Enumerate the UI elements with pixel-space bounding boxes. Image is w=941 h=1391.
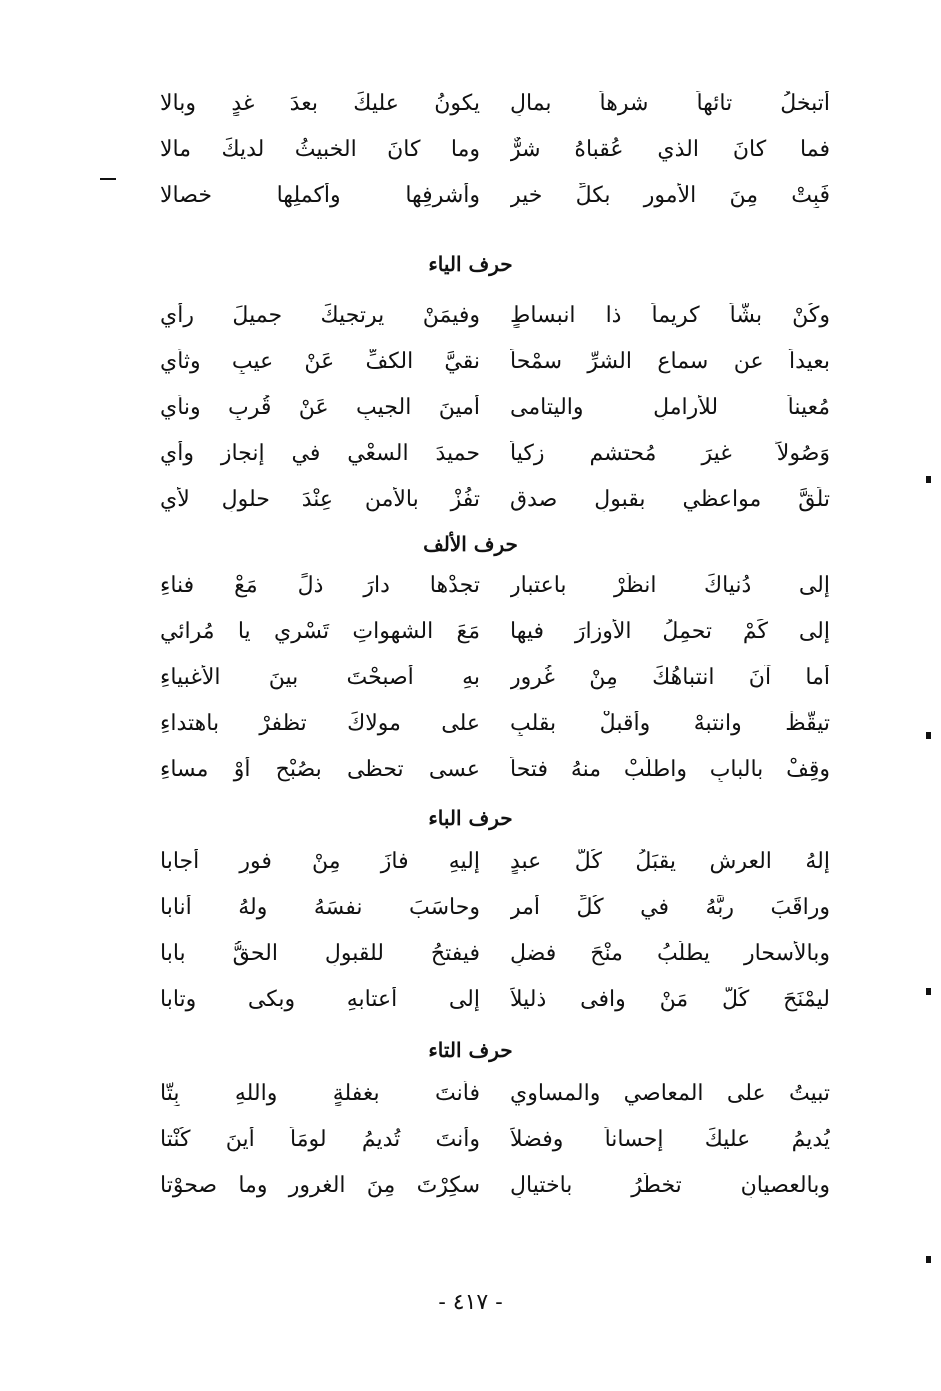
first-hemistich: وكُنْ بشّاً كريماً ذا انبساطٍ: [510, 302, 830, 328]
verse: [160, 654, 830, 700]
second-hemistich: نقيَّ الكفِّ عَنْ عيبٍ وثأيِ: [160, 348, 480, 374]
verse: [160, 930, 830, 976]
poem-block: [160, 1070, 830, 1208]
first-hemistich: أتبخلُ تائهاً شرهاً بمالٍ: [510, 90, 830, 116]
section-title: حرف الألف: [423, 532, 518, 556]
second-hemistich: سكِرْتَ مِنَ الغرورِ وما صحوْتا: [160, 1172, 480, 1198]
second-hemistich: وما كانَ الخبيثُ لديكَ مالا: [160, 136, 480, 162]
second-hemistich: وفيمَنْ يرتجيكَ جميلَ رأيِ: [160, 302, 480, 328]
second-hemistich: وحاسَبَ نفسَهُ ولهُ أنابا: [160, 894, 480, 920]
margin-dot: [926, 988, 931, 995]
first-hemistich: تيقّظْ وانتبهْ وأقبلْ بقلبٍ: [510, 710, 830, 736]
poem-block: [160, 562, 830, 792]
first-hemistich: ليمْنَحَ كُلَّ مَنْ وافى ذليلاً: [510, 986, 830, 1012]
second-hemistich: عسى تحظى بصُبْحٍ أوْ مساءِ: [160, 756, 480, 782]
poem-block-opening: [160, 80, 830, 218]
verse: [160, 338, 830, 384]
second-hemistich: بهِ أصبحْتَ بينَ الأغبياءِ: [160, 664, 480, 690]
verse: [160, 292, 830, 338]
first-hemistich: فما كانَ الذي عُقباهُ شرٌّ: [510, 136, 830, 162]
first-hemistich: يُديمُ عليكَ إحساناً وفضلاً: [510, 1126, 830, 1152]
second-hemistich: حميدَ السعْيِ في إنجازِ وأيِ: [160, 440, 480, 466]
second-hemistich: وأنتَ تُديمُ لومَاً أينَ كُنْتا: [160, 1126, 480, 1152]
verse: [160, 430, 830, 476]
first-hemistich: وقِفْ بالبابِ واطلُبْ منهُ فتحاً: [510, 756, 830, 782]
verse: [160, 172, 830, 218]
first-hemistich: إلهُ العرشِ يقبَلُ كُلَّ عبدٍ: [510, 848, 830, 874]
first-hemistich: إلى دُنياكَ انظُرْ باعتبارٍ: [510, 572, 830, 598]
verse: [160, 80, 830, 126]
second-hemistich: مَعَ الشهواتِ تَسْري يا مُرائي: [160, 618, 480, 644]
first-hemistich: أما آنَ انتباهُكَ مِنْ غُرورٍ: [510, 664, 830, 690]
verse: [160, 700, 830, 746]
verse: [160, 1070, 830, 1116]
verse: [160, 976, 830, 1022]
verse: [160, 884, 830, 930]
verse: [160, 562, 830, 608]
poem-block: [160, 838, 830, 1022]
margin-dot: [926, 732, 931, 739]
first-hemistich: وراقَبَ ربَّهُ في كُلِّ أمرٍ: [510, 894, 830, 920]
margin-dot: [926, 476, 931, 483]
verse: [160, 838, 830, 884]
verse: [160, 1162, 830, 1208]
page-number: - ٤١٧ -: [438, 1290, 503, 1315]
second-hemistich: أمينَ الجيبِ عَنْ قُربٍ ونأيِ: [160, 394, 480, 420]
margin-dot: [926, 1256, 931, 1263]
verse: [160, 608, 830, 654]
second-hemistich: يكونُ عليكَ بعدَ غدٍ وبالا: [160, 90, 480, 116]
first-hemistich: وَصُولاً غيرَ مُحتشمٍ زكياً: [510, 440, 830, 466]
first-hemistich: بعيداً عن سماعِ الشرِّ سمْحاً: [510, 348, 830, 374]
first-hemistich: مُعيناً للأراملِ واليتامى: [510, 394, 830, 420]
verse: [160, 746, 830, 792]
first-hemistich: فَبِتْ مِنَ الأمورِ بكلِّ خيرٍ: [510, 182, 830, 208]
verse: [160, 476, 830, 522]
verse: [160, 1116, 830, 1162]
verse: [160, 126, 830, 172]
second-hemistich: تفُزْ بالأمنِ عِنْدَ حلولِ لأيِ: [160, 486, 480, 512]
first-hemistich: تبيتُ على المعاصي والمساوي: [510, 1080, 830, 1106]
second-hemistich: تجدْها دارَ ذلٍّ مَعْ فناءِ: [160, 572, 480, 598]
second-hemistich: فأنتَ بغفلةٍ واللهِ بِتّا: [160, 1080, 480, 1106]
first-hemistich: وبالأسحارِ يطلُبُ منْحَ فضلٍ: [510, 940, 830, 966]
second-hemistich: فيفتحُ للقبولِ الحقُّ بابا: [160, 940, 480, 966]
first-hemistich: تلَقَّ مواعظي بقبولِ صدقٍ: [510, 486, 830, 512]
margin-dash: [100, 178, 116, 180]
second-hemistich: إلى أعتابهِ وبكى وتابا: [160, 986, 480, 1012]
second-hemistich: إليهِ فازَ مِنْ فورٍ أجابا: [160, 848, 480, 874]
section-title: حرف الياء: [428, 252, 513, 276]
second-hemistich: على مولاكَ تظفرْ باهتداءِ: [160, 710, 480, 736]
verse: [160, 384, 830, 430]
first-hemistich: وبالعصيانِ تخطُرُ باختيالٍ: [510, 1172, 830, 1198]
poem-block: [160, 292, 830, 522]
section-title: حرف الباء: [428, 806, 513, 830]
second-hemistich: وأشرفِها وأكملِها خصالا: [160, 182, 480, 208]
first-hemistich: إلى كَمْ تحمِلُ الأوزارَ فيها: [510, 618, 830, 644]
section-title: حرف التاء: [428, 1038, 513, 1062]
